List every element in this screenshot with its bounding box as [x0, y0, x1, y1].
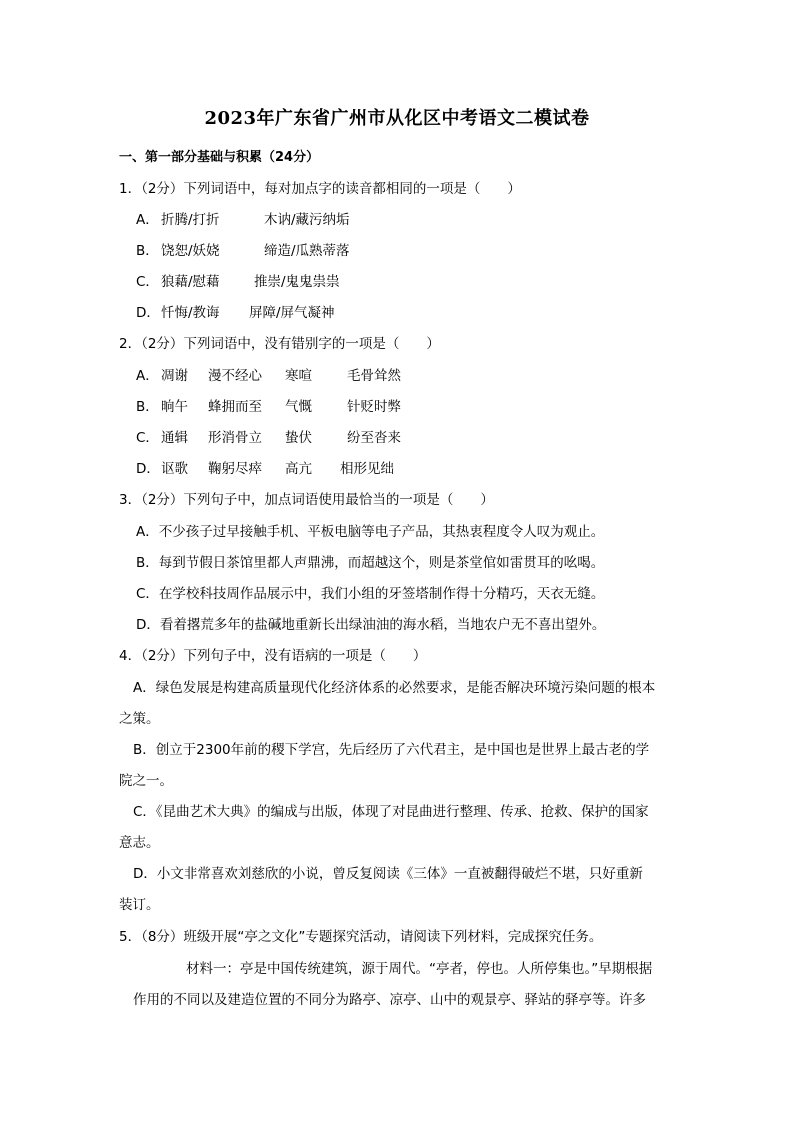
question-4-option-d-line-1: D．小文非常喜欢刘慈欣的小说，曾反复阅读《三体》一直被翻得破烂不堪，只好重新	[133, 866, 643, 882]
question-4-option-a-line-2: 之策。	[119, 711, 160, 727]
option-letter: C．	[136, 274, 159, 290]
material-1-line-2: 作用的不同以及建造位置的不同分为路亭、凉亭、山中的观景亭、驿站的驿亭等。许多	[133, 992, 646, 1008]
question-2-option-d	[136, 457, 394, 477]
option-word-1: 讴歌	[161, 461, 188, 477]
option-word-pair-2: 缔造/瓜熟蒂落	[264, 243, 350, 259]
question-3-stem: 3．（2分）下列句子中，加点词语使用最恰当的一项是（ ）	[119, 492, 494, 508]
option-word-2: 蜂拥而至	[208, 399, 262, 415]
question-3-option-d: D．看着撂荒多年的盐碱地重新长出绿油油的海水稻，当地农户无不喜出望外。	[136, 617, 606, 633]
question-4-stem: 4．（2分）下列句子中，没有语病的一项是（ ）	[119, 648, 427, 664]
option-word-3: 气慨	[285, 399, 312, 415]
section-heading: 一、第一部分基础与积累（24分）	[119, 150, 320, 165]
option-word-pair-2: 推崇/鬼鬼祟祟	[254, 274, 340, 290]
option-letter: D．	[136, 461, 160, 477]
question-3-option-b: B．每到节假日茶馆里都人声鼎沸，而超越这个，则是茶堂倌如雷贯耳的吆喝。	[136, 555, 605, 571]
question-4-option-a-line-1: A．绿色发展是构建高质量现代化经济体系的必然要求，是能否解决环境污染问题的根本	[133, 680, 656, 696]
option-word-pair-1: 狼藉/慰藉	[161, 274, 220, 290]
question-4-option-b-line-2: 院之一。	[119, 773, 173, 789]
option-letter: A．	[136, 368, 159, 384]
option-word-4: 针贬时弊	[347, 399, 401, 415]
question-4-option-c-line-1: C．《昆曲艺术大典》的编成与出版，体现了对昆曲进行整理、传承、抢救、保护的国家	[133, 804, 649, 820]
question-3-option-a: A．不少孩子过早接触手机、平板电脑等电子产品，其热衷程度令人叹为观止。	[136, 524, 605, 540]
question-3-option-c: C．在学校科技周作品展示中，我们小组的牙签塔制作得十分精巧，天衣无缝。	[136, 586, 605, 602]
question-1-option-c	[136, 270, 340, 290]
question-4-option-c-line-2: 意志。	[119, 835, 160, 851]
option-word-2: 形消骨立	[208, 430, 262, 446]
option-letter: B．	[136, 243, 159, 259]
option-word-1: 通辑	[161, 430, 188, 446]
question-4-option-b-line-1: B．创立于2300年前的稷下学宫，先后经历了六代君主，是中国也是世界上最古老的学	[133, 742, 650, 758]
option-word-1: 晌午	[161, 399, 188, 415]
page-title: 2023年广东省广州市从化区中考语文二模试卷	[204, 108, 590, 129]
option-word-3: 寒喧	[285, 368, 312, 384]
material-1-line-1: 材料一：亭是中国传统建筑，源于周代。“亭者，停也。人所停集也。”早期根据	[186, 961, 653, 977]
option-word-pair-2: 屏障/屏气凝神	[249, 305, 335, 321]
question-1-option-d	[136, 301, 335, 321]
option-letter: D．	[136, 305, 160, 321]
question-1-option-b	[136, 239, 350, 259]
option-word-3: 高亢	[285, 461, 312, 477]
question-5-stem: 5．（8分）班级开展“亭之文化”专题探究活动，请阅读下列材料，完成探究任务。	[119, 929, 603, 945]
option-word-pair-1: 饶恕/妖娆	[161, 243, 220, 259]
option-letter: A．	[136, 212, 159, 228]
option-letter: C．	[136, 430, 159, 446]
option-word-3: 蛰伏	[285, 430, 312, 446]
question-2-option-b	[136, 395, 401, 415]
option-word-4: 相形见绌	[340, 461, 394, 477]
option-word-4: 纷至沓来	[347, 430, 401, 446]
question-2-stem: 2．（2分）下列词语中，没有错别字的一项是（ ）	[119, 336, 440, 352]
option-word-pair-2: 木讷/藏污纳垢	[264, 212, 350, 228]
question-2-option-c	[136, 426, 401, 446]
option-letter: B．	[136, 399, 159, 415]
question-1-option-a	[136, 208, 350, 228]
question-2-option-a	[136, 364, 401, 384]
option-word-2: 漫不经心	[208, 368, 262, 384]
option-word-1: 凋谢	[161, 368, 188, 384]
option-word-2: 鞠躬尽瘁	[208, 461, 262, 477]
question-1-stem: 1．（2分）下列词语中，每对加点字的读音都相同的一项是（ ）	[119, 181, 521, 197]
option-word-4: 毛骨耸然	[347, 368, 401, 384]
question-4-option-d-line-2: 装订。	[119, 897, 160, 913]
option-word-pair-1: 折腾/打折	[161, 212, 220, 228]
option-word-pair-1: 忏悔/教诲	[161, 305, 220, 321]
